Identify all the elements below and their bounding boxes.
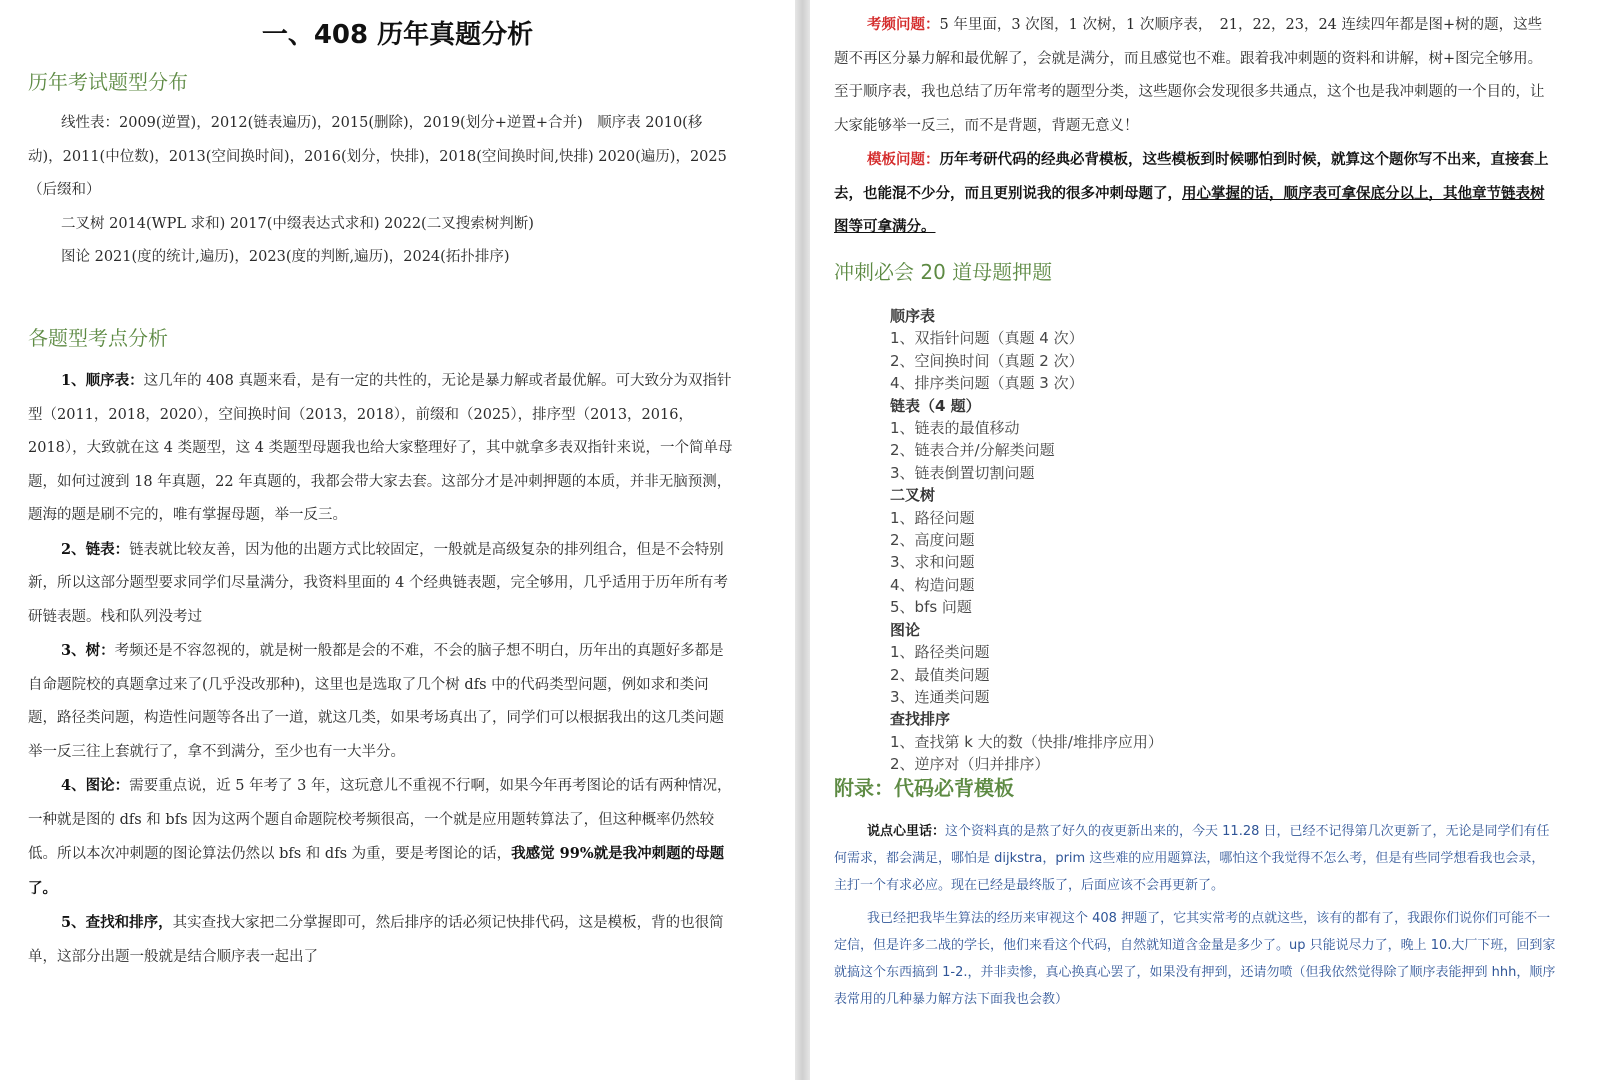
list-item: 3、求和问题 (890, 553, 975, 572)
list-item: 5、bfs 问题 (890, 598, 972, 617)
list-category: 二叉树 (890, 486, 936, 505)
list-item: 1、双指针问题（真题 4 次） (890, 329, 1084, 348)
heading-appendix: 附录：代码必背模板 (834, 776, 1014, 800)
list-category: 查找排序 (890, 710, 951, 729)
list-item: 1、路径问题 (890, 508, 975, 527)
list-item: 3、连通类问题 (890, 687, 990, 706)
author-note-paragraph-1: 说点心里话：这个资料真的是熬了好久的夜更新出来的，今天 11.28 日，已经不记得第几次更新了，无论是同学们有任何需求，都会满足，哪怕是 dijkstra，prim 这些难的应用题算法，哪怕这个我觉得不怎么考，但是有些同学想看我也会录，主打一个有求必应。现在已经是最终版了，后面应该不会再更新了。 (834, 824, 1550, 893)
analysis-search-sort: 5、查找和排序，其实查找大家把二分掌握即可，然后排序的话必须记快排代码，这是模板，背的也很简单，这部分出题一般就是结合顺序表一起出了 (28, 914, 724, 965)
frequency-paragraph: 考频问题：5 年里面，3 次图，1 次树，1 次顺序表， 21，22，23，24 连续四年都是图+树的题，这些题不再区分暴力解和最优解了，会就是满分，而且感觉也不难。跟着我冲刺题的资料和讲解，树+图完全够用。至于顺序表，我也总结了历年常考的题型分类，这些题你会发现很多共通点，这个也是我冲刺题的一个目的，让大家能够举一反三，而不是背题，背题无意义！ (834, 16, 1545, 134)
list-category: 链表（4 题） (890, 396, 981, 415)
list-item: 4、构造问题 (890, 575, 975, 594)
dist-binary-tree: 二叉树 2014(WPL 求和) 2017(中缀表达式求和) 2022(二叉搜索树判断) (61, 215, 534, 232)
list-item: 2、链表合并/分解类问题 (890, 441, 1055, 460)
heading-20-problems: 冲刺必会 20 道母题押题 (834, 260, 1053, 284)
list-item: 3、链表倒置切割问题 (890, 463, 1035, 482)
page-gutter (795, 0, 810, 1080)
list-item: 2、高度问题 (890, 531, 975, 550)
analysis-sequential-list: 1、顺序表：这几年的 408 真题来看，是有一定的共性的，无论是暴力解或者最优解。可大致分为双指针型（2011，2018，2020），空间换时间（2013，2018），前缀和（2025），排序型（2013，2016，2018），大致就在这 4 类题型，这 4 类题型母题我也给大家整理好了，其中就拿多表双指针来说，一个简单母题，如何过渡到 18 年真题，22 年真题的，我都会带大家去套。这部分才是冲刺押题的本质，并非无脑预测，题海的题是刷不完的，唯有掌握母题，举一反三。 (28, 372, 733, 523)
template-paragraph: 模板问题：历年考研代码的经典必背模板，这些模板到时候哪怕到时候，就算这个题你写不出来，直接套上去，也能混不少分，而且更别说我的很多冲刺母题了，用心掌握的话，顺序表可拿保底分以上，其他章节链表树图等可拿满分。 (834, 151, 1549, 235)
list-item: 1、查找第 k 大的数（快排/堆排序应用） (890, 732, 1163, 751)
author-note (834, 818, 1556, 1013)
list-item: 4、排序类问题（真题 3 次） (890, 374, 1084, 393)
problem-list (890, 305, 1163, 776)
author-note-paragraph-2: 我已经把我毕生算法的经历来审视这个 408 押题了，它其实常考的点就这些，该有的都有了，我跟你们说你们可能不一定信，但是许多二战的学长，他们来看这个代码，自然就知道含金量是多少了。up 只能说尽力了，晚上 10.大厂下班，回到家就搞这个东西搞到 1-2.，并非卖惨，真心换真心罢了，如果没有押到，还请勿喷（但我依然觉得除了顺序表能押到 hhh，顺序表常用的几种暴力解方法下面我也会教） (834, 911, 1556, 1007)
document-title: 一、408 历年真题分析 (261, 20, 534, 50)
heading-exam-distribution: 历年考试题型分布 (28, 70, 188, 94)
left-page (0, 0, 795, 1080)
analysis-block (28, 364, 734, 974)
list-category: 顺序表 (890, 307, 936, 325)
heading-topic-analysis: 各题型考点分析 (28, 326, 168, 350)
exam-frequency-block (834, 8, 1556, 244)
dist-linear-list: 线性表：2009(逆置)，2012(链表遍历)，2015(删除)，2019(划分+逆置+合并) 顺序表 2010(移动)，2011(中位数)，2013(空间换时间)，2016(划分，快排)，2018(空间换时间,快排) 2020(遍历)，2025（后缀和） (28, 115, 727, 198)
list-category: 图论 (890, 620, 921, 639)
list-item: 2、最值类问题 (890, 665, 990, 684)
list-item: 2、空间换时间（真题 2 次） (890, 351, 1084, 370)
list-item: 2、逆序对（归并排序） (890, 755, 1050, 774)
analysis-linked-list: 2、链表：链表就比较友善，因为他的出题方式比较固定，一般就是高级复杂的排列组合，但是不会特别新，所以这部分题型要求同学们尽量满分，我资料里面的 4 个经典链表题，完全够用，几乎适用于历年所有考研链表题。栈和队列没考过 (28, 540, 728, 625)
dist-graph: 图论 2021(度的统计,遍历)，2023(度的判断,遍历)，2024(拓扑排序) (61, 249, 510, 265)
analysis-tree: 3、树：考频还是不容忽视的，就是树一般都是会的不难，不会的脑子想不明白，历年出的真题好多都是自命题院校的真题拿过来了(几乎没改那种)，这里也是选取了几个树 dfs 中的代码类型问题，例如求和类问题，路径类问题，构造性问题等各出了一道，就这几类，如果考场真出了，同学们可以根据我出的这几类问题举一反三往上套就行了，拿不到满分，至少也有一大半分。 (28, 642, 724, 760)
analysis-graph: 4、图论：需要重点说，近 5 年考了 3 年，这玩意儿不重视不行啊，如果今年再考图论的话有两种情况，一种就是图的 dfs 和 bfs 因为这两个题自命题院校考频很高，一个就是应用题转算法了，但这种概率仍然较低。所以本次冲刺题的图论算法仍然以 bfs 和 dfs 为重，要是考图论的话，我感觉 99%就是我冲刺题的母题了。 (28, 777, 732, 897)
list-item: 1、路径类问题 (890, 643, 990, 662)
list-item: 1、链表的最值移动 (890, 419, 1020, 438)
distribution-block (28, 107, 734, 275)
